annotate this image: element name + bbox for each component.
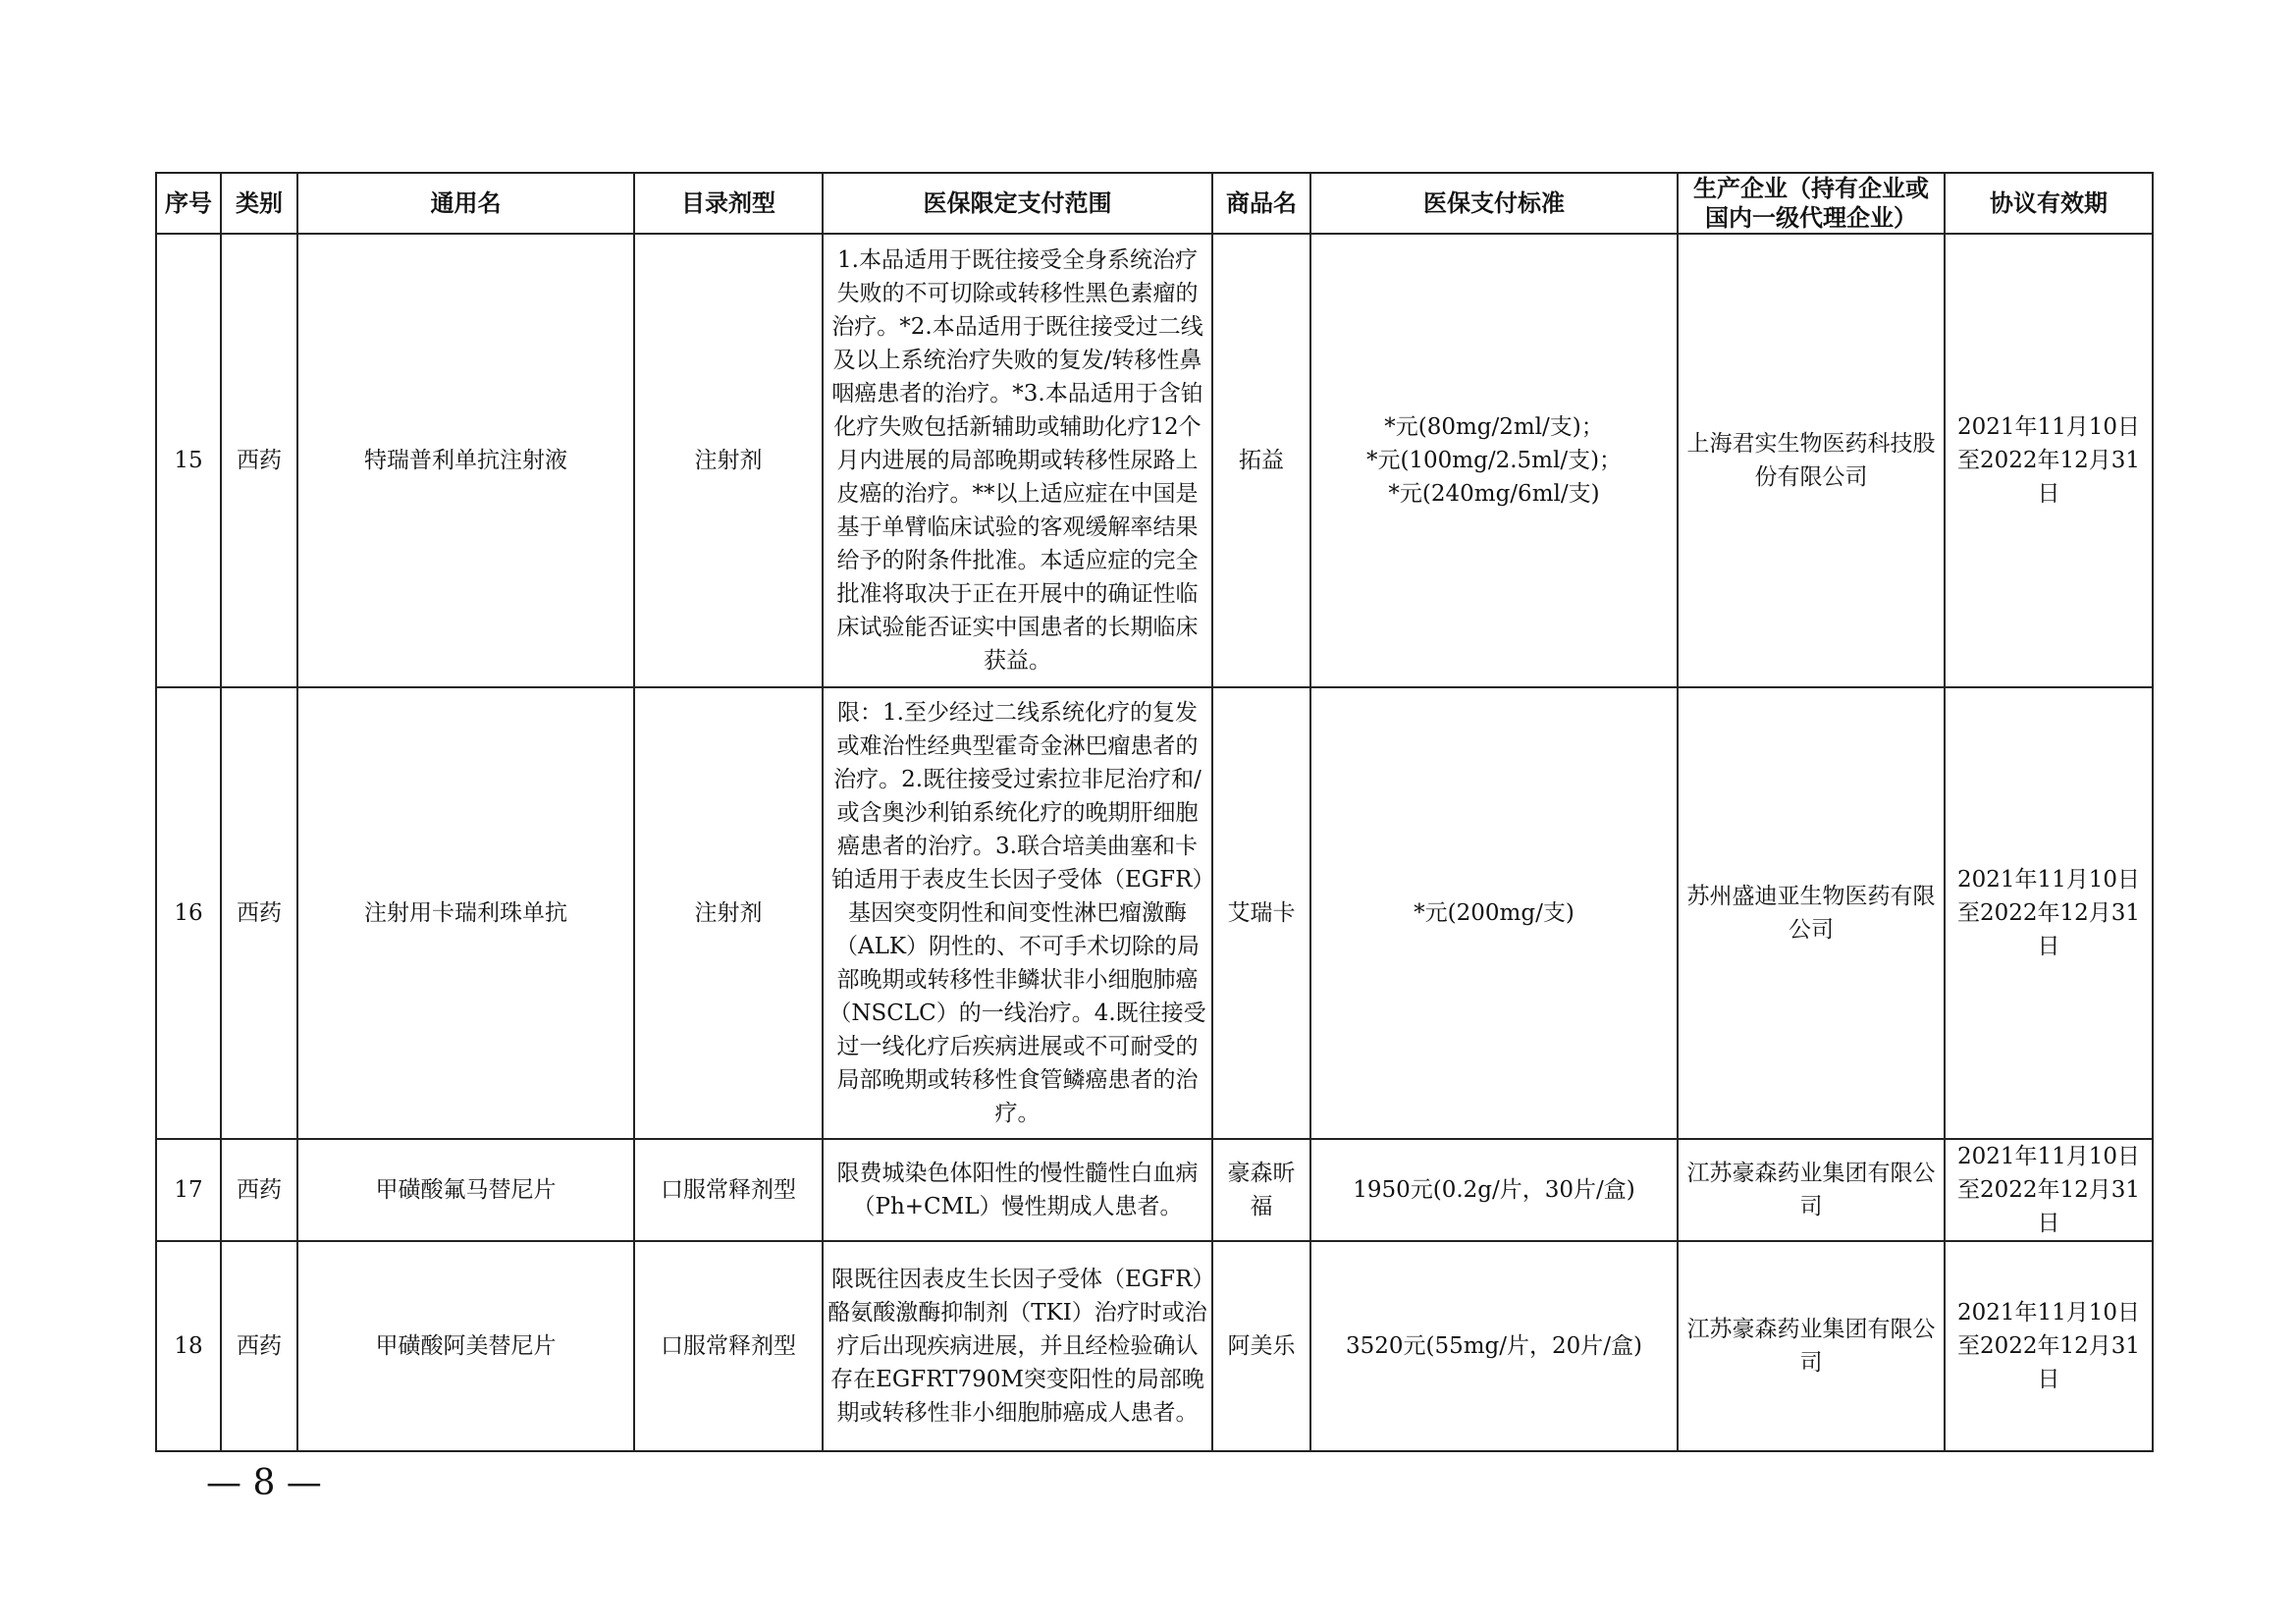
table-row	[156, 1139, 2153, 1241]
row-category: 西药	[221, 687, 297, 1139]
row-dosage-form: 口服常释剂型	[634, 1139, 823, 1241]
row-standard	[1310, 687, 1678, 1139]
row-dosage-form: 注射剂	[634, 234, 823, 687]
table-row	[156, 1241, 2153, 1451]
standard-line: *元(80mg/2ml/支)；	[1384, 414, 1604, 440]
row-brand: 拓益	[1212, 234, 1310, 687]
row-scope: 限：1.至少经过二线系统化疗的复发或难治性经典型霍奇金淋巴瘤患者的治疗。2.既往接受过索拉非尼治疗和/或含奥沙利铂系统化疗的晚期肝细胞癌患者的治疗。3.联合培美曲塞和卡铂适用于表皮生长因子受体（EGFR）基因突变阴性和间变性淋巴瘤激酶（ALK）阴性的、不可手术切除的局部晚期或转移性非鳞状非小细胞肺癌（NSCLC）的一线治疗。4.既往接受过一线化疗后疾病进展或不可耐受的局部晚期或转移性食管鳞癌患者的治疗。	[823, 687, 1212, 1139]
header-brand: 商品名	[1212, 173, 1310, 234]
standard-line: *元(240mg/6ml/支)	[1388, 481, 1600, 507]
row-no: 16	[156, 687, 221, 1139]
row-company: 江苏豪森药业集团有限公司	[1678, 1241, 1945, 1451]
row-company: 上海君实生物医药科技股份有限公司	[1678, 234, 1945, 687]
row-generic-name: 特瑞普利单抗注射液	[297, 234, 634, 687]
row-validity: 2021年11月10日至2022年12月31日	[1945, 687, 2153, 1139]
header-no: 序号	[156, 173, 221, 234]
row-company: 苏州盛迪亚生物医药有限公司	[1678, 687, 1945, 1139]
row-standard	[1310, 1139, 1678, 1241]
row-category: 西药	[221, 234, 297, 687]
row-category: 西药	[221, 1241, 297, 1451]
drug-list-table	[155, 172, 2154, 1452]
header-scope: 医保限定支付范围	[823, 173, 1212, 234]
header-company: 生产企业（持有企业或国内一级代理企业）	[1678, 173, 1945, 234]
row-brand: 阿美乐	[1212, 1241, 1310, 1451]
standard-line: *元(200mg/支)	[1414, 900, 1575, 926]
row-no: 18	[156, 1241, 221, 1451]
header-generic-name: 通用名	[297, 173, 634, 234]
standard-line: 1950元(0.2g/片，30片/盒)	[1353, 1177, 1635, 1203]
row-dosage-form: 口服常释剂型	[634, 1241, 823, 1451]
row-no: 17	[156, 1139, 221, 1241]
header-dosage-form: 目录剂型	[634, 173, 823, 234]
row-generic-name: 甲磺酸氟马替尼片	[297, 1139, 634, 1241]
row-brand: 豪森昕福	[1212, 1139, 1310, 1241]
row-generic-name: 甲磺酸阿美替尼片	[297, 1241, 634, 1451]
row-standard	[1310, 1241, 1678, 1451]
row-scope: 1.本品适用于既往接受全身系统治疗失败的不可切除或转移性黑色素瘤的治疗。*2.本品适用于既往接受过二线及以上系统治疗失败的复发/转移性鼻咽癌患者的治疗。*3.本品适用于含铂化疗失败包括新辅助或辅助化疗12个月内进展的局部晚期或转移性尿路上皮癌的治疗。**以上适应症在中国是基于单臂临床试验的客观缓解率结果给予的附条件批准。本适应症的完全批准将取决于正在开展中的确证性临床试验能否证实中国患者的长期临床获益。	[823, 234, 1212, 687]
row-company: 江苏豪森药业集团有限公司	[1678, 1139, 1945, 1241]
table-row	[156, 687, 2153, 1139]
header-row	[156, 173, 2153, 234]
row-dosage-form: 注射剂	[634, 687, 823, 1139]
row-validity: 2021年11月10日至2022年12月31日	[1945, 1241, 2153, 1451]
row-standard	[1310, 234, 1678, 687]
header-standard: 医保支付标准	[1310, 173, 1678, 234]
table-row	[156, 234, 2153, 687]
standard-line: *元(100mg/2.5ml/支)；	[1365, 448, 1623, 473]
row-brand: 艾瑞卡	[1212, 687, 1310, 1139]
row-scope: 限既往因表皮生长因子受体（EGFR）酪氨酸激酶抑制剂（TKI）治疗时或治疗后出现疾病进展，并且经检验确认存在EGFRT790M突变阳性的局部晚期或转移性非小细胞肺癌成人患者。	[823, 1241, 1212, 1451]
row-category: 西药	[221, 1139, 297, 1241]
page-number: — 8 —	[206, 1463, 322, 1503]
row-validity: 2021年11月10日至2022年12月31日	[1945, 234, 2153, 687]
header-category: 类别	[221, 173, 297, 234]
row-generic-name: 注射用卡瑞利珠单抗	[297, 687, 634, 1139]
standard-line: 3520元(55mg/片，20片/盒)	[1345, 1333, 1643, 1359]
row-validity: 2021年11月10日至2022年12月31日	[1945, 1139, 2153, 1241]
row-no: 15	[156, 234, 221, 687]
row-scope: 限费城染色体阳性的慢性髓性白血病（Ph+CML）慢性期成人患者。	[823, 1139, 1212, 1241]
header-validity: 协议有效期	[1945, 173, 2153, 234]
